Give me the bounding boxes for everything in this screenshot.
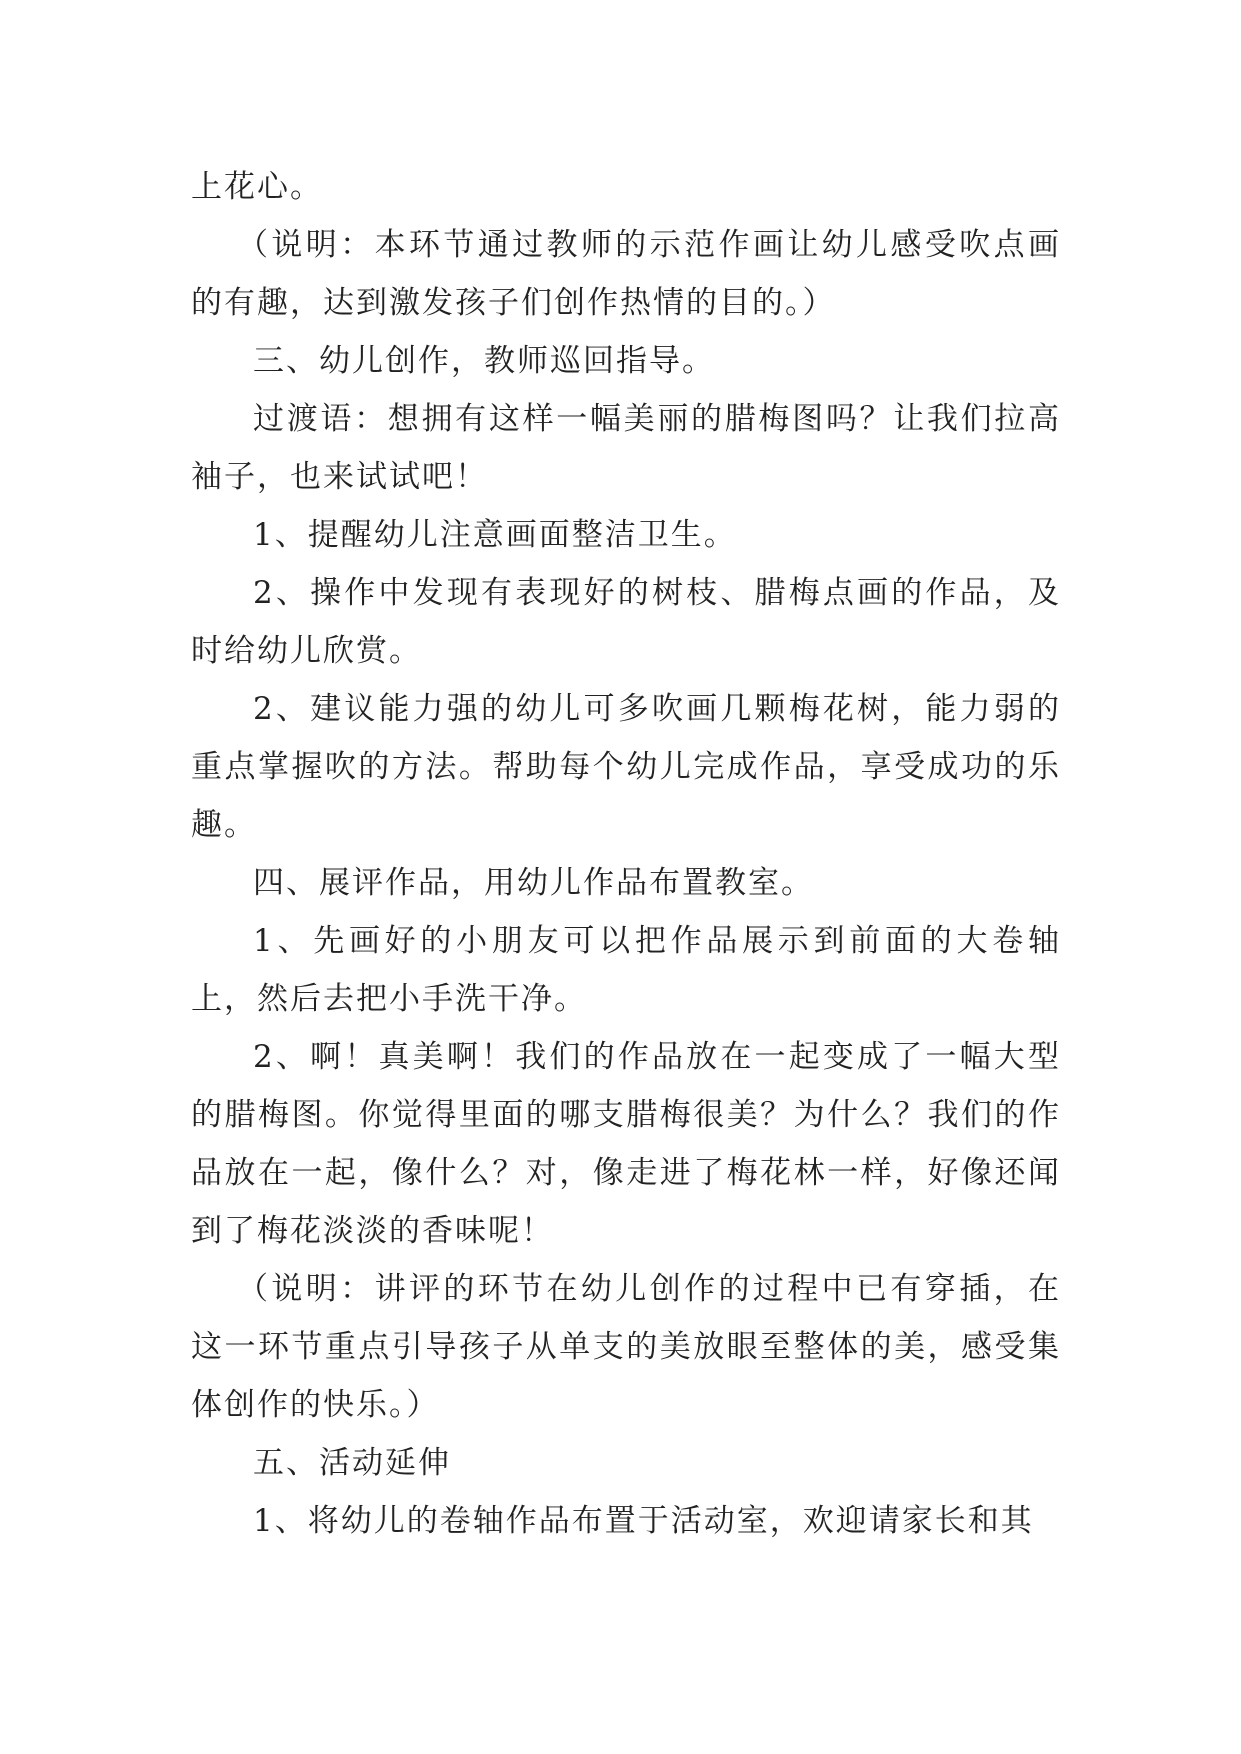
paragraph-note: （说明：本环节通过教师的示范作画让幼儿感受吹点画的有趣，达到激发孩子们创作热情的目的。） [191,227,1061,321]
list-item: 2、操作中发现有表现好的树枝、腊梅点画的作品，及时给幼儿欣赏。 [191,575,1061,669]
list-item: 1、提醒幼儿注意画面整洁卫生。 [253,517,737,553]
section-heading: 四、展评作品，用幼儿作品布置教室。 [253,865,814,901]
paragraph: 过渡语：想拥有这样一幅美丽的腊梅图吗？让我们拉高袖子，也来试试吧！ [191,401,1061,495]
list-item: 2、啊！真美啊！我们的作品放在一起变成了一幅大型的腊梅图。你觉得里面的哪支腊梅很美？为什么？我们的作品放在一起，像什么？对，像走进了梅花林一样，好像还闻到了梅花淡淡的香味呢！ [191,1039,1061,1249]
paragraph: 上花心。 [191,169,323,205]
list-item: 2、建议能力强的幼儿可多吹画几颗梅花树，能力弱的重点掌握吹的方法。帮助每个幼儿完成作品，享受成功的乐趣。 [191,691,1061,843]
list-item: 1、将幼儿的卷轴作品布置于活动室，欢迎请家长和其 [253,1503,1034,1539]
paragraph-note: （说明：讲评的环节在幼儿创作的过程中已有穿插，在这一环节重点引导孩子从单支的美放眼至整体的美，感受集体创作的快乐。） [191,1271,1061,1423]
list-item: 1、先画好的小朋友可以把作品展示到前面的大卷轴上，然后去把小手洗干净。 [191,923,1061,1017]
section-heading: 三、幼儿创作，教师巡回指导。 [253,343,715,379]
document-page [191,158,1061,1550]
section-heading: 五、活动延伸 [253,1445,451,1481]
